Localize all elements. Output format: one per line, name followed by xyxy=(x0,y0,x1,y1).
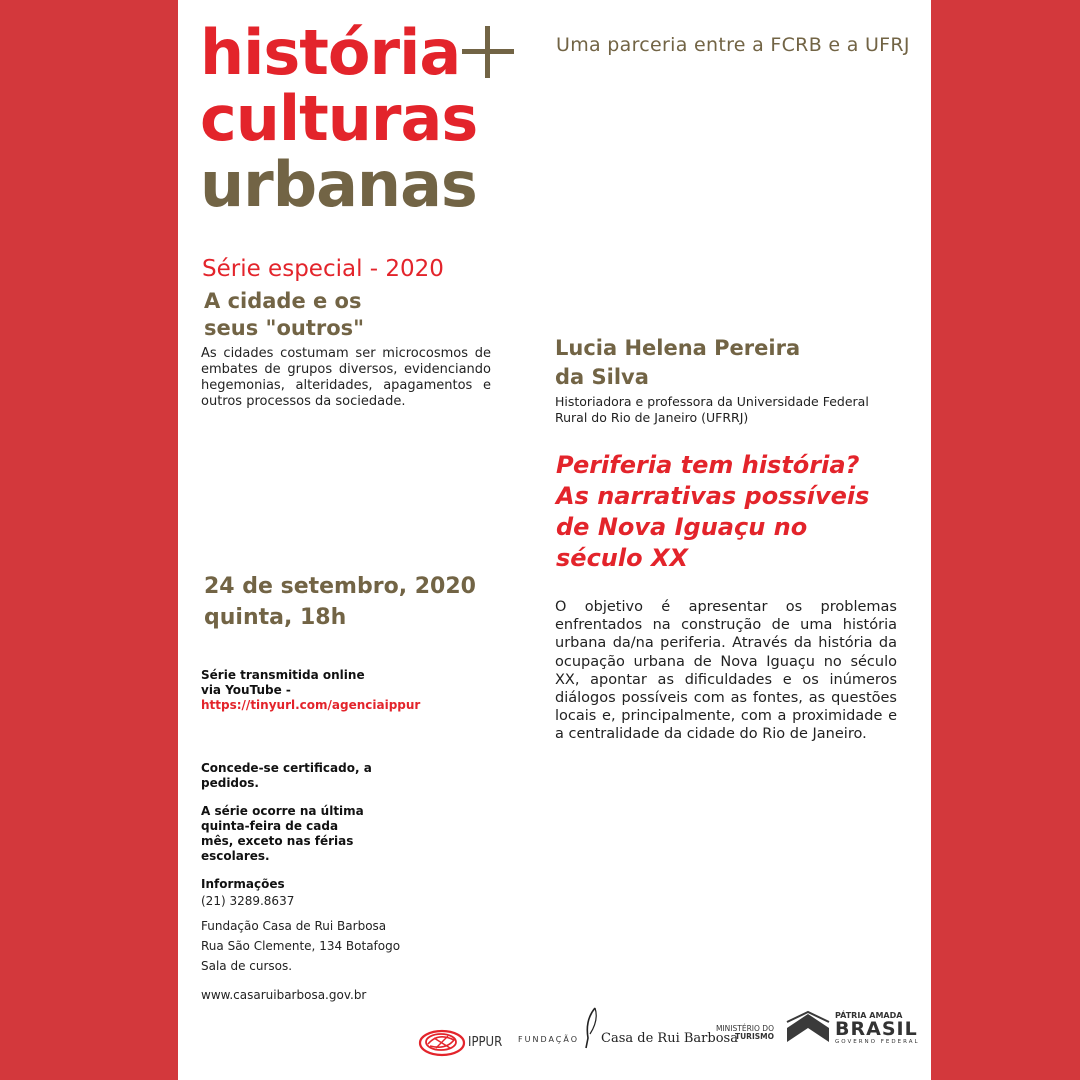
title-line-culturas: culturas xyxy=(200,82,478,155)
talk-title-line: Periferia tem história? xyxy=(556,451,860,479)
speaker-name-line: Lucia Helena Pereira xyxy=(555,336,801,360)
quill-icon xyxy=(579,1006,601,1050)
stream-line: via YouTube - xyxy=(201,683,291,697)
venue-line: Fundação Casa de Rui Barbosa xyxy=(201,919,387,933)
ministerio-logo xyxy=(716,1025,774,1041)
schedule-line: A série ocorre na última xyxy=(201,804,364,818)
fundacao-label: FUNDAÇÃO xyxy=(518,1034,580,1044)
brasil-logo xyxy=(785,1010,920,1046)
plus-icon xyxy=(462,26,514,78)
speaker-bio-line: Rural do Rio de Janeiro (UFRRJ) xyxy=(555,410,749,425)
venue-line: Rua São Clemente, 134 Botafogo xyxy=(201,939,401,953)
casa-label: Casa de Rui Barbosa xyxy=(601,1030,738,1046)
brasil-text xyxy=(835,1011,920,1046)
stream-info xyxy=(201,668,420,712)
series-theme xyxy=(204,288,364,342)
info-block xyxy=(201,877,294,910)
title-line-urbanas: urbanas xyxy=(200,148,477,221)
ippur-logo xyxy=(418,1026,502,1058)
event-date: 24 de setembro, 2020 xyxy=(204,574,476,599)
certificate-line: Concede-se certificado, a xyxy=(201,761,372,775)
schedule-line: quinta-feira de cada xyxy=(201,819,339,833)
governo-label: GOVERNO FEDERAL xyxy=(835,1038,920,1045)
event-time: quinta, 18h xyxy=(204,605,347,630)
talk-title-line: século XX xyxy=(556,544,688,572)
talk-title-line: de Nova Iguaçu no xyxy=(556,513,808,541)
schedule-line: escolares. xyxy=(201,849,270,863)
stream-line: Série transmitida online xyxy=(201,668,365,682)
speaker-bio xyxy=(555,394,869,426)
certificate-line: pedidos. xyxy=(201,776,259,790)
speaker-name-line: da Silva xyxy=(555,365,649,389)
brasil-flag-icon xyxy=(785,1010,831,1046)
certificate-note xyxy=(201,761,372,791)
youtube-link[interactable]: https://tinyurl.com/agenciaippur xyxy=(201,698,421,712)
series-label: Série especial - 2020 xyxy=(202,256,444,282)
patria-label: PÁTRIA AMADA xyxy=(835,1010,903,1020)
ministerio-label xyxy=(716,1025,774,1041)
talk-title xyxy=(556,450,869,574)
ministerio-line: MINISTÉRIO DO xyxy=(716,1024,774,1033)
speaker-name xyxy=(555,334,800,392)
speaker-bio-line: Historiadora e professora da Universidade Federal xyxy=(555,394,869,409)
brasil-label: BRASIL xyxy=(835,1017,918,1040)
venue-line: Sala de cursos. xyxy=(201,959,293,973)
series-theme-line: A cidade e os xyxy=(204,289,362,313)
talk-abstract: O objetivo é apresentar os problemas enfrentados na construção de uma história urbana da/na periferia. Através da história da ocupação urbana de Nova Iguaçu no século XX, apontar as dificuldades e os inúmeros diálogos possíveis com as fontes, as questões locais e, principalmente, com a proximidade e a centralidade da cidade do Rio de Janeiro. xyxy=(555,599,897,743)
title-line-historia: história xyxy=(200,16,461,89)
fcrb-logo xyxy=(518,1006,738,1050)
poster-sheet xyxy=(178,0,931,1080)
series-description: As cidades costumam ser microcosmos de embates de grupos diversos, evidenciando hegemonias, alteridades, apagamentos e outros processos da sociedade. xyxy=(201,346,491,409)
phone: (21) 3289.8637 xyxy=(201,894,295,908)
partnership-text: Uma parceria entre a FCRB e a UFRJ xyxy=(556,34,910,56)
ministerio-line: TURISMO xyxy=(734,1032,774,1041)
ippur-label: IPPUR xyxy=(468,1034,503,1050)
talk-title-line: As narrativas possíveis xyxy=(556,482,870,510)
website-link[interactable]: www.casaruibarbosa.gov.br xyxy=(201,988,367,1002)
info-label: Informações xyxy=(201,877,285,891)
series-theme-line: seus "outros" xyxy=(204,316,365,340)
ippur-emblem-icon xyxy=(418,1026,468,1058)
schedule-line: mês, exceto nas férias xyxy=(201,834,354,848)
schedule-note xyxy=(201,804,364,864)
venue xyxy=(201,916,400,976)
event-date-block xyxy=(204,571,476,633)
